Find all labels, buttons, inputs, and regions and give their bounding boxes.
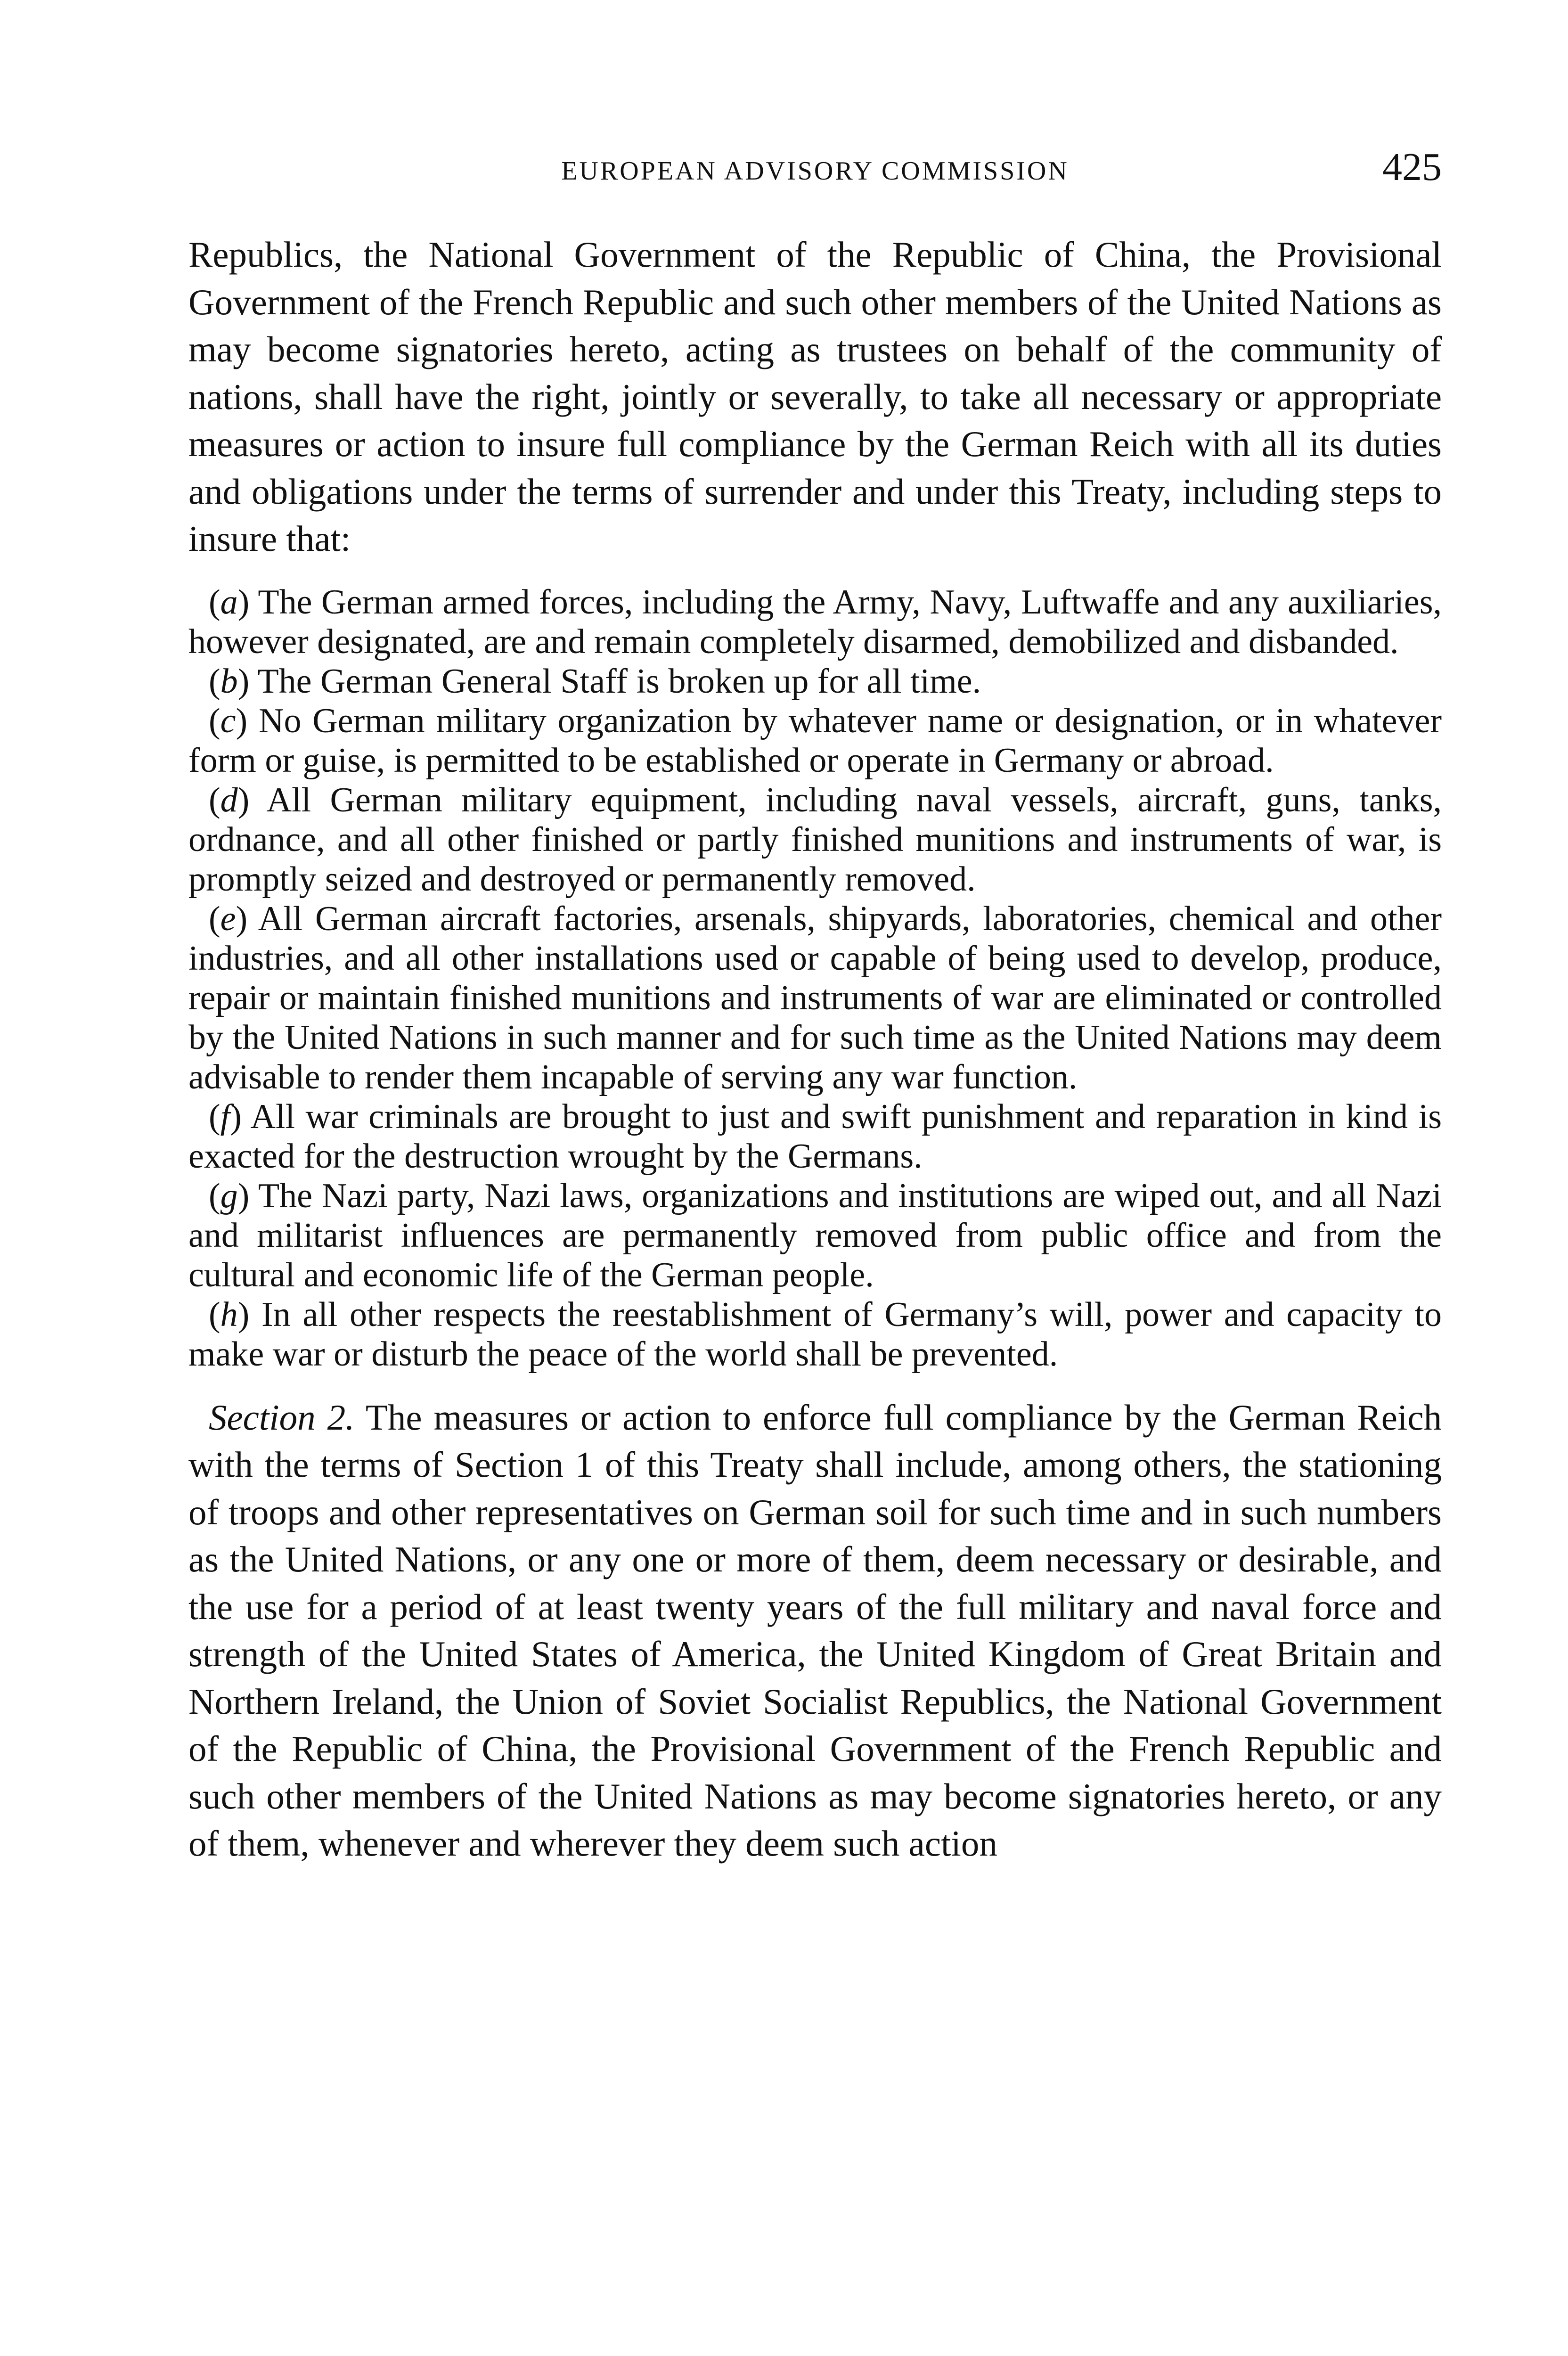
clause-close-paren: )	[230, 1097, 242, 1136]
clause-close-paren: )	[237, 662, 250, 701]
clause-g	[188, 1176, 1442, 1295]
clause-open-paren: (	[209, 1097, 220, 1136]
clause-open-paren: (	[209, 701, 220, 740]
page-header	[188, 141, 1442, 198]
clause-c	[188, 701, 1442, 780]
clause-close-paren: )	[237, 582, 250, 622]
clause-list	[188, 582, 1442, 1374]
clause-text: The German armed forces, including the Army, Navy, Luftwaffe and any auxiliaries, however designated, are and remain completely disarmed, demobilized and disbanded.	[188, 582, 1442, 661]
clause-close-paren: )	[237, 1176, 250, 1215]
intro-paragraph: Republics, the National Government of the Republic of China, the Provisional Government of the French Republic and such other members of the United Nations as may become signatories hereto, acting as trustees on behalf of the community of nations, shall have the right, jointly or severally, to take all necessary or appropriate measures or action to insure full compliance by the German Reich with all its duties and obligations under the terms of surrender and under this Treaty, including steps to insure that:	[188, 234, 1442, 559]
clause-text: All war criminals are brought to just and swift punishment and reparation in kind is exacted for the destruction wrought by the Germans.	[188, 1097, 1442, 1176]
clause-letter: e	[220, 899, 236, 938]
clause-f	[188, 1097, 1442, 1176]
clause-letter: a	[220, 582, 238, 622]
clause-a	[188, 582, 1442, 662]
clause-text: In all other respects the reestablishment of Germany’s will, power and capacity to make war or disturb the peace of the world shall be prevented.	[188, 1295, 1442, 1374]
body-text	[188, 231, 1442, 1867]
page-number: 425	[1382, 145, 1442, 189]
section-label: Section 2.	[209, 1397, 355, 1438]
running-head: EUROPEAN ADVISORY COMMISSION	[561, 156, 1069, 186]
clause-d	[188, 780, 1442, 899]
clause-letter: c	[220, 701, 236, 740]
clause-close-paren: )	[237, 780, 250, 819]
clause-close-paren: )	[237, 1295, 250, 1334]
clause-close-paren: )	[236, 701, 248, 740]
clause-close-paren: )	[236, 899, 248, 938]
clause-letter: h	[220, 1295, 238, 1334]
clause-open-paren: (	[209, 662, 220, 701]
section-2-paragraph	[188, 1394, 1442, 1867]
clause-letter: f	[220, 1097, 230, 1136]
clause-open-paren: (	[209, 899, 220, 938]
clause-open-paren: (	[209, 780, 220, 819]
clause-open-paren: (	[209, 1295, 220, 1334]
clause-text: The German General Staff is broken up for all time.	[249, 662, 981, 701]
clause-h	[188, 1295, 1442, 1374]
clause-text: All German aircraft factories, arsenals, shipyards, laboratories, chemical and other industries, and all other installations used or capable of being used to develop, produce, repair or maintain finished munitions and instruments of war are eliminated or controlled by the United Nations in such manner and for such time as the United Nations may deem advisable to render them incapable of serving any war function.	[188, 899, 1442, 1096]
clause-text: No German military organization by whatever name or designation, or in whatever form or guise, is permitted to be established or operate in Germany or abroad.	[188, 701, 1442, 780]
clause-text: All German military equipment, including naval vessels, aircraft, guns, tanks, ordnance, and all other finished or partly finished munitions and instruments of war, is promptly seized and destroyed or permanently removed.	[188, 780, 1442, 899]
clause-letter: d	[220, 780, 238, 819]
section-2-text: The measures or action to enforce full compliance by the German Reich with the terms of Section 1 of this Treaty shall include, among others, the stationing of troops and other representatives on German soil for such time and in such numbers as the United Nations, or any one or more of them, deem necessary or desirable, and the use for a period of at least twenty years of the full military and naval force and strength of the United States of America, the United Kingdom of Great Britain and Northern Ireland, the Union of Soviet Socialist Republics, the National Government of the Republic of China, the Provisional Government of the French Republic and such other members of the United Nations as may become signatories hereto, or any of them, whenever and wherever they deem such action	[188, 1397, 1442, 1864]
clause-text: The Nazi party, Nazi laws, organizations and institutions are wiped out, and all Nazi and militarist influences are permanently removed from public office and from the cultural and economic life of the German people.	[188, 1176, 1442, 1294]
clause-letter: b	[220, 662, 238, 701]
clause-open-paren: (	[209, 582, 220, 622]
clause-letter: g	[220, 1176, 238, 1215]
clause-e	[188, 899, 1442, 1097]
clause-b	[188, 662, 1442, 701]
clause-open-paren: (	[209, 1176, 220, 1215]
